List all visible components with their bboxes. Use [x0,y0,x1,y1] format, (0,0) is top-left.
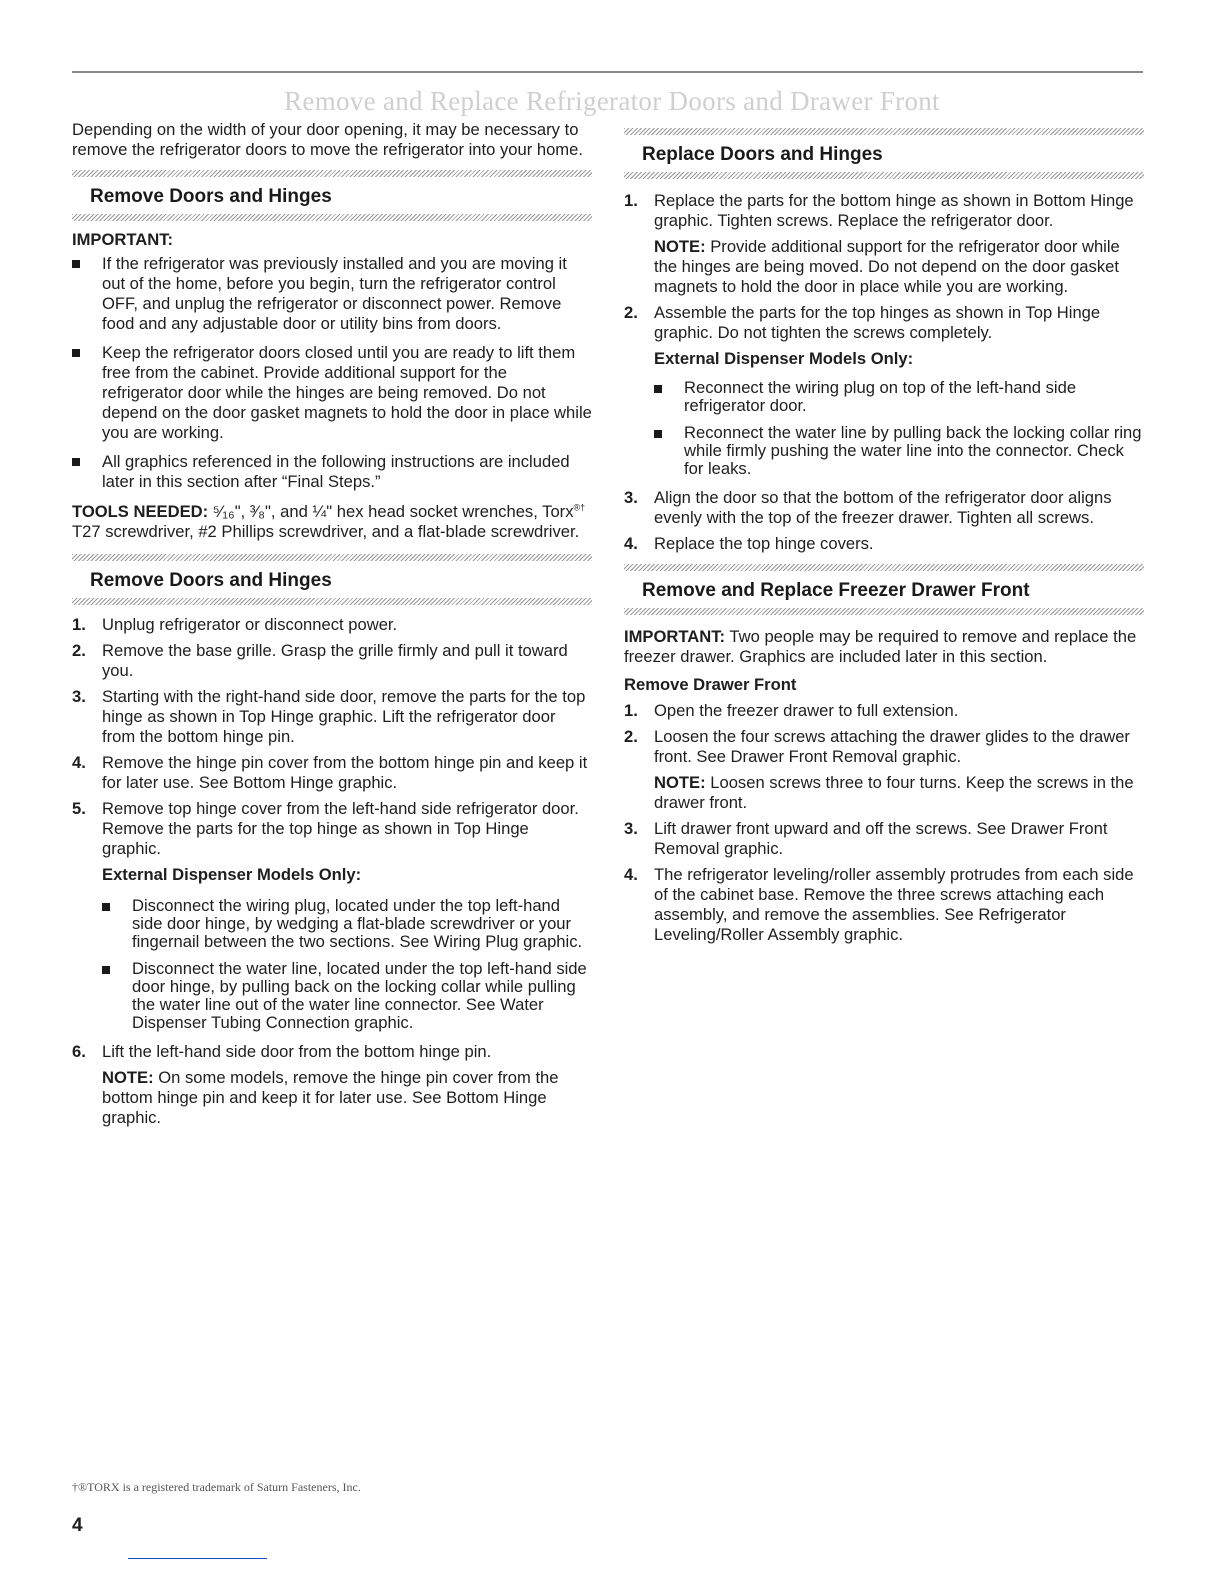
section-divider [72,214,592,221]
important-list [72,254,592,492]
section-heading-freezer-drawer: Remove and Replace Freezer Drawer Front [642,580,1030,601]
step-item: 2. Remove the base grille. Grasp the grille firmly and pull it toward you. [72,641,568,680]
step-item: 1. Open the freezer drawer to full extension. [624,701,959,720]
square-bullet-icon [102,966,110,974]
tools-needed: TOOLS NEEDED: ⁵⁄₁₆", ³⁄₈", and ¼" hex head socket wrenches, Torx®† T27 screwdriver, #2 Phillips screwdriver, and a flat-blade screwdriver. [72,502,586,541]
square-bullet-icon [102,903,110,911]
list-item: All graphics referenced in the following instructions are included later in this section after “Final Steps.” [72,452,592,492]
section-divider [72,554,592,561]
square-bullet-icon [72,349,80,357]
trademark-footnote: †®TORX is a registered trademark of Saturn Fasteners, Inc. [72,1480,361,1494]
page-title: Remove and Replace Refrigerator Doors and Drawer Front [284,86,940,116]
step-item: 1. Replace the parts for the bottom hinge as shown in Bottom Hinge graphic. Tighten screws. Replace the refrigerator door. NOTE: Provide additional support for the refrigerator door while the hinges are being moved. Do not depend on the door gasket magnets to hold the door in place while you are working. [624,191,1144,297]
important-label: IMPORTANT: [72,230,174,249]
section-divider [624,564,1144,571]
section-divider [72,598,592,605]
replace-steps-list [624,191,1144,554]
right-column [624,128,1144,951]
list-item: If the refrigerator was previously installed and you are moving it out of the home, before you begin, turn the refrigerator control OFF, and unplug the refrigerator or disconnect power. Remove food and any adjustable door or utility bins from doors. [72,254,592,334]
section-heading-remove-doors-steps: Remove Doors and Hinges [90,570,332,591]
step-note: NOTE: On some models, remove the hinge pin cover from the bottom hinge pin and keep it for later use. See Bottom Hinge graphic. [102,1068,559,1127]
section-divider [72,170,592,177]
step-note: NOTE: Loosen screws three to four turns. Keep the screws in the drawer front. [654,773,1134,812]
step-item: 2. Loosen the four screws attaching the drawer glides to the drawer front. See Drawer Front Removal graphic. NOTE: Loosen screws three to four turns. Keep the screws in the drawer front. [624,727,1144,813]
step-item: 3. Lift drawer front upward and off the screws. See Drawer Front Removal graphic. [624,819,1108,858]
tools-label: TOOLS NEEDED: [72,502,209,521]
step-item: 1. Unplug refrigerator or disconnect power. [72,615,398,634]
list-item: Reconnect the wiring plug on top of the left-hand side refrigerator door. [654,379,1144,415]
step-item: 4. Replace the top hinge covers. [624,534,874,553]
external-dispenser-list [102,897,592,1032]
page-number: 4 [72,1515,83,1536]
bottom-link-underline [128,1558,267,1559]
freezer-important: IMPORTANT: Two people may be required to remove and replace the freezer drawer. Graphics are included later in this section. [624,627,1137,666]
section-heading-remove-doors: Remove Doors and Hinges [90,186,332,207]
list-item: Reconnect the water line by pulling back the locking collar ring while firmly pushing the water line into the connector. Check for leaks. [654,424,1144,478]
drawer-steps-list [624,701,1144,945]
square-bullet-icon [654,430,662,438]
step-note: NOTE: Provide additional support for the refrigerator door while the hinges are being moved. Do not depend on the door gasket magnets to hold the door in place while you are working. [654,237,1120,296]
step-item: 6. Lift the left-hand side door from the bottom hinge pin. NOTE: On some models, remove the hinge pin cover from the bottom hinge pin and keep it for later use. See Bottom Hinge graphic. [72,1042,592,1128]
list-item: Keep the refrigerator doors closed until you are ready to lift them free from the cabinet. Provide additional support for the refrigerator door while the hinges are being removed. Do not depend on the door gasket magnets to hold the door in place while you are working. [72,343,592,443]
square-bullet-icon [72,260,80,268]
list-item: Disconnect the water line, located under the top left-hand side door hinge, by pulling back on the locking collar while pulling the water line out of the water line connector. See Water Dispenser Tubing Connection graphic. [102,960,592,1032]
remove-steps-list [72,615,592,1128]
left-column [72,120,592,1134]
remove-drawer-front-heading: Remove Drawer Front [624,675,797,694]
step-item: 5. Remove top hinge cover from the left-hand side refrigerator door. Remove the parts for the top hinge as shown in Top Hinge graphic. External Dispenser Models Only: Disconnect the wiring plug, located under the top left-hand side door hinge, by wedging a flat-blade screwdriver or your fingernail between the two sections. See Wiring Plug graphic. Disconnect the water line, located under the top left-hand side door hinge, by pulling back on the locking collar while pulling the water line out of the water line connector. See Water Dispenser Tubing Connection graphic. [72,799,592,1032]
intro-paragraph: Depending on the width of your door opening, it may be necessary to remove the refrigerator doors to move the refrigerator into your home. [72,120,583,159]
section-heading-replace-doors: Replace Doors and Hinges [642,144,883,165]
square-bullet-icon [654,385,662,393]
step-item: 3. Starting with the right-hand side door, remove the parts for the top hinge as shown in Top Hinge graphic. Lift the refrigerator door from the bottom hinge pin. [72,687,586,746]
step-item: 2. Assemble the parts for the top hinges as shown in Top Hinge graphic. Do not tighten the screws completely. External Dispenser Models Only: Reconnect the wiring plug on top of the left-hand side refrigerator door. Reconnect the water line by pulling back the locking collar ring while firmly pushing the water line into the connector. Check for leaks. [624,303,1144,478]
step-item: 3. Align the door so that the bottom of the refrigerator door aligns evenly with the top of the freezer drawer. Tighten all screws. [624,488,1112,527]
section-divider [624,128,1144,135]
external-dispenser-label: External Dispenser Models Only: [654,349,914,368]
square-bullet-icon [72,458,80,466]
step-item: 4. The refrigerator leveling/roller assembly protrudes from each side of the cabinet base. Remove the three screws attaching each assembly, and remove the assemblies. See Refrigerator Leveling/Roller Assembly graphic. [624,865,1134,944]
step-item: 4. Remove the hinge pin cover from the bottom hinge pin and keep it for later use. See Bottom Hinge graphic. [72,753,588,792]
external-dispenser-list [654,379,1144,478]
top-rule [72,71,1143,73]
section-divider [624,172,1144,179]
list-item: Disconnect the wiring plug, located under the top left-hand side door hinge, by wedging a flat-blade screwdriver or your fingernail between the two sections. See Wiring Plug graphic. [102,897,592,951]
external-dispenser-label: External Dispenser Models Only: [102,865,362,884]
section-divider [624,608,1144,615]
